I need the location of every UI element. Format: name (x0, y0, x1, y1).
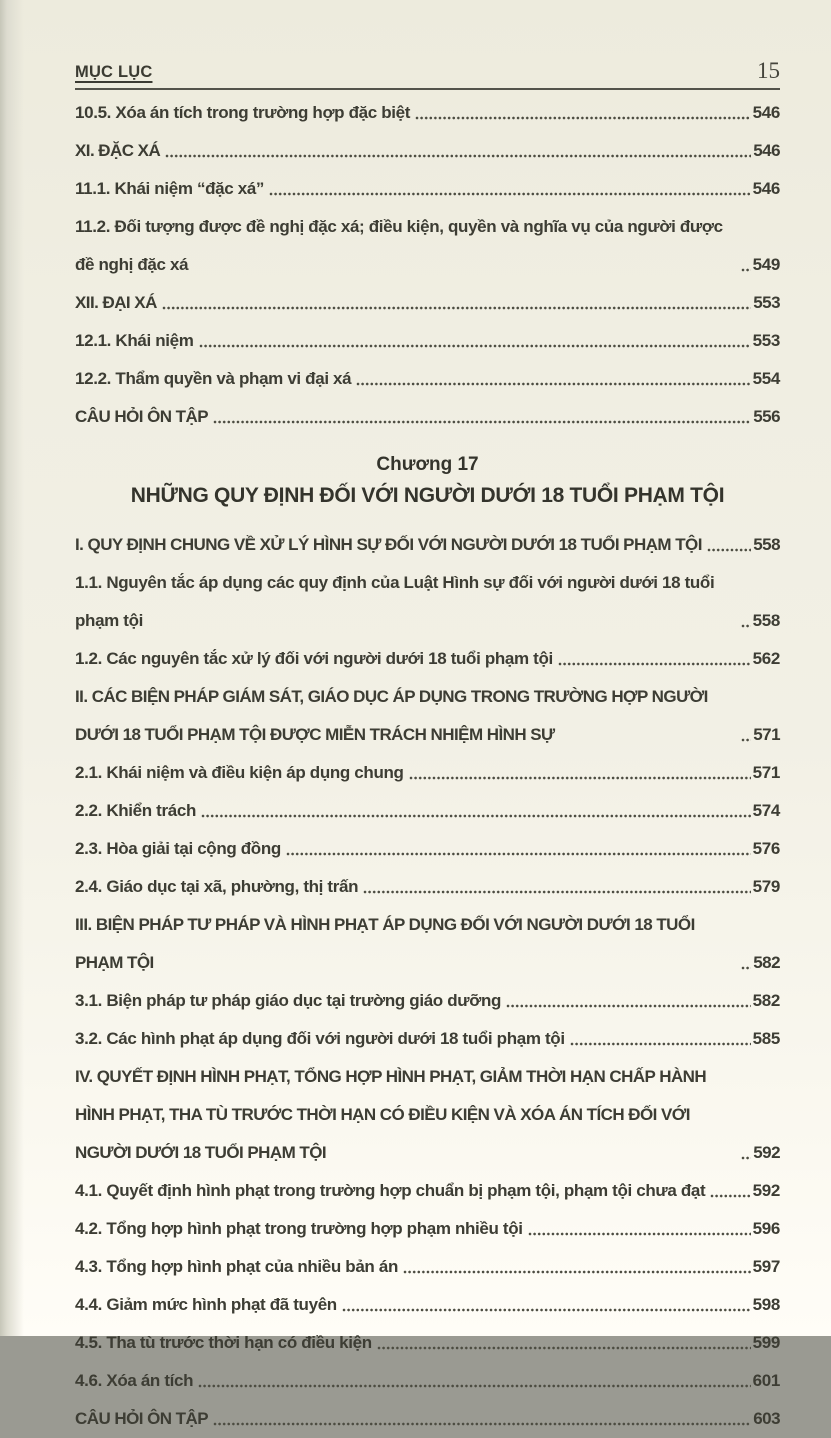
toc-entry-page: 585 (752, 1029, 780, 1048)
chapter-title: NHỮNG QUY ĐỊNH ĐỐI VỚI NGƯỜI DƯỚI 18 TUỔI PHẠM TỘI (130, 484, 725, 507)
page-number: 15 (757, 58, 780, 83)
toc-entry (75, 754, 780, 792)
toc-entry-label: 4.5. Tha tù trước thời hạn có điều kiện (75, 1333, 372, 1352)
chapter-number: Chương 17 (376, 454, 479, 475)
toc-entry-label: 10.5. Xóa án tích trong trường hợp đặc biệt (75, 103, 411, 122)
toc-entry (75, 792, 780, 830)
toc-entry (75, 982, 780, 1020)
toc-entry-page: 598 (752, 1295, 780, 1314)
toc-dot-leader (363, 890, 751, 894)
toc-entry-page: 562 (752, 649, 780, 668)
toc-entry-label: 12.1. Khái niệm (75, 331, 194, 350)
toc-entry-label: 4.1. Quyết định hình phạt trong trường hợp chuẩn bị phạm tội, phạm tội chưa đạt (75, 1181, 706, 1200)
toc-entry-label: III. BIỆN PHÁP TƯ PHÁP VÀ HÌNH PHẠT ÁP DỤNG ĐỐI VỚI NGƯỜI DƯỚI 18 TUỔI PHẠM TỘI (75, 915, 695, 972)
toc-entry (75, 640, 780, 678)
toc-dot-leader (269, 192, 751, 196)
toc-entry (75, 1172, 780, 1210)
toc-entry-label: 2.3. Hòa giải tại cộng đồng (75, 839, 281, 858)
toc-dot-leader (199, 344, 751, 348)
page-gutter-shadow (0, 0, 26, 1336)
toc-entry (75, 830, 780, 868)
toc-dot-leader (201, 814, 751, 818)
toc-entry-page: 579 (752, 877, 780, 896)
toc-entry-label: 3.2. Các hình phạt áp dụng đối với người dưới 18 tuổi phạm tội (75, 1029, 565, 1048)
toc-dot-leader (741, 1156, 751, 1160)
toc-entry-page: 553 (753, 293, 780, 312)
toc-entry-label: II. CÁC BIỆN PHÁP GIÁM SÁT, GIÁO DỤC ÁP DỤNG TRONG TRƯỜNG HỢP NGƯỜI DƯỚI 18 TUỔI PHẠM TỘI ĐƯỢC MIỄN TRÁCH NHIỆM HÌNH SỰ (75, 687, 708, 744)
toc-entry-label: 4.4. Giảm mức hình phạt đã tuyên (75, 1295, 337, 1314)
toc-entry (75, 564, 780, 640)
toc-dot-leader (558, 662, 751, 666)
toc-entry-label: 3.1. Biện pháp tư pháp giáo dục tại trường giáo dưỡng (75, 991, 502, 1010)
toc-dot-leader (162, 306, 751, 310)
toc-entry-page: 599 (752, 1333, 780, 1352)
toc-entry-label: 12.2. Thẩm quyền và phạm vi đại xá (75, 369, 352, 388)
toc-entry-page: 601 (752, 1371, 780, 1390)
toc-entry-label: CÂU HỎI ÔN TẬP (75, 407, 209, 426)
toc-dot-leader (286, 852, 751, 856)
toc-entry-label: CÂU HỎI ÔN TẬP (75, 1409, 209, 1428)
toc-section-top (75, 94, 780, 436)
toc-dot-leader (741, 966, 751, 970)
toc-entry-page: 556 (753, 407, 780, 426)
toc-entry (75, 1248, 780, 1286)
toc-entry (75, 1286, 780, 1324)
toc-entry-page: 546 (753, 141, 780, 160)
toc-dot-leader (377, 1346, 751, 1350)
toc-entry-page: 571 (752, 763, 780, 782)
toc-entry (75, 132, 780, 170)
page-header (75, 48, 780, 90)
toc-entry-label: 2.4. Giáo dục tại xã, phường, thị trấn (75, 877, 359, 896)
toc-entry-page: 546 (752, 179, 780, 198)
toc-dot-leader (506, 1004, 751, 1008)
toc-dot-leader (342, 1308, 751, 1312)
toc-entry-label: 1.2. Các nguyên tắc xử lý đối với người dưới 18 tuổi phạm tội (75, 649, 553, 668)
toc-dot-leader (741, 738, 751, 742)
toc-entry (75, 526, 780, 564)
toc-entry-label: 4.3. Tổng hợp hình phạt của nhiều bản án (75, 1257, 398, 1276)
toc-dot-leader (213, 420, 751, 424)
toc-entry (75, 678, 780, 754)
toc-entry-label: 4.2. Tổng hợp hình phạt trong trường hợp phạm nhiều tội (75, 1219, 523, 1238)
toc-entry-label: 4.6. Xóa án tích (75, 1371, 194, 1390)
toc-entry (75, 1020, 780, 1058)
toc-entry-page: 574 (752, 801, 780, 820)
toc-entry-label: IV. QUYẾT ĐỊNH HÌNH PHẠT, TỔNG HỢP HÌNH PHẠT, GIẢM THỜI HẠN CHẤP HÀNH HÌNH PHẠT, THA TÙ TRƯỚC THỜI HẠN CÓ ĐIỀU KIỆN VÀ XÓA ÁN TÍCH ĐỐI VỚI NGƯỜI DƯỚI 18 TUỔI PHẠM TỘI (75, 1067, 707, 1162)
table-of-contents (75, 94, 780, 1438)
toc-entry (75, 208, 780, 284)
toc-entry-page: 597 (752, 1257, 780, 1276)
toc-entry-label: XI. ĐẶC XÁ (75, 141, 161, 160)
toc-entry (75, 1362, 780, 1400)
toc-dot-leader (165, 154, 751, 158)
toc-entry-page: 592 (752, 1181, 780, 1200)
toc-entry-label: 11.2. Đối tượng được đề nghị đặc xá; điều kiện, quyền và nghĩa vụ của người được đề nghị đặc xá (75, 217, 723, 274)
toc-entry-page: 558 (753, 535, 780, 554)
toc-entry-label: I. QUY ĐỊNH CHUNG VỀ XỬ LÝ HÌNH SỰ ĐỐI VỚI NGƯỜI DƯỚI 18 TUỔI PHẠM TỘI (75, 535, 702, 554)
toc-dot-leader (741, 624, 751, 628)
toc-entry (75, 170, 780, 208)
toc-entry-page: 576 (752, 839, 780, 858)
toc-entry (75, 868, 780, 906)
chapter-heading (75, 450, 780, 512)
toc-entry-page: 554 (752, 369, 780, 388)
toc-entry (75, 398, 780, 436)
toc-entry-page: 558 (752, 611, 780, 630)
toc-dot-leader (415, 116, 751, 120)
toc-entry-page: 592 (753, 1143, 780, 1162)
toc-entry-label: XII. ĐẠI XÁ (75, 293, 157, 312)
toc-section-bottom (75, 526, 780, 1438)
toc-entry-page: 549 (752, 255, 780, 274)
toc-entry (75, 1058, 780, 1172)
toc-entry-label: 2.2. Khiển trách (75, 801, 196, 820)
toc-entry (75, 322, 780, 360)
toc-entry (75, 284, 780, 322)
toc-entry-page: 582 (752, 991, 780, 1010)
toc-entry-page: 596 (752, 1219, 780, 1238)
toc-dot-leader (570, 1042, 751, 1046)
toc-dot-leader (707, 548, 751, 552)
toc-entry (75, 1324, 780, 1362)
toc-entry (75, 94, 780, 132)
toc-dot-leader (741, 268, 751, 272)
toc-entry (75, 1400, 780, 1438)
toc-dot-leader (710, 1194, 750, 1198)
running-title: MỤC LỤC (75, 63, 153, 81)
toc-dot-leader (403, 1270, 751, 1274)
toc-dot-leader (356, 382, 750, 386)
toc-dot-leader (198, 1384, 751, 1388)
toc-entry-page: 603 (753, 1409, 780, 1428)
toc-entry-page: 553 (752, 331, 780, 350)
toc-entry (75, 906, 780, 982)
toc-entry-label: 1.1. Nguyên tắc áp dụng các quy định của Luật Hình sự đối với người dưới 18 tuổi phạm tội (75, 573, 715, 630)
toc-entry-label: 2.1. Khái niệm và điều kiện áp dụng chung (75, 763, 404, 782)
toc-entry (75, 360, 780, 398)
toc-dot-leader (409, 776, 751, 780)
toc-entry-page: 571 (753, 725, 780, 744)
toc-entry (75, 1210, 780, 1248)
toc-entry-page: 546 (752, 103, 780, 122)
toc-entry-page: 582 (753, 953, 780, 972)
toc-dot-leader (528, 1232, 751, 1236)
toc-dot-leader (213, 1422, 751, 1426)
toc-entry-label: 11.1. Khái niệm “đặc xá” (75, 179, 265, 198)
